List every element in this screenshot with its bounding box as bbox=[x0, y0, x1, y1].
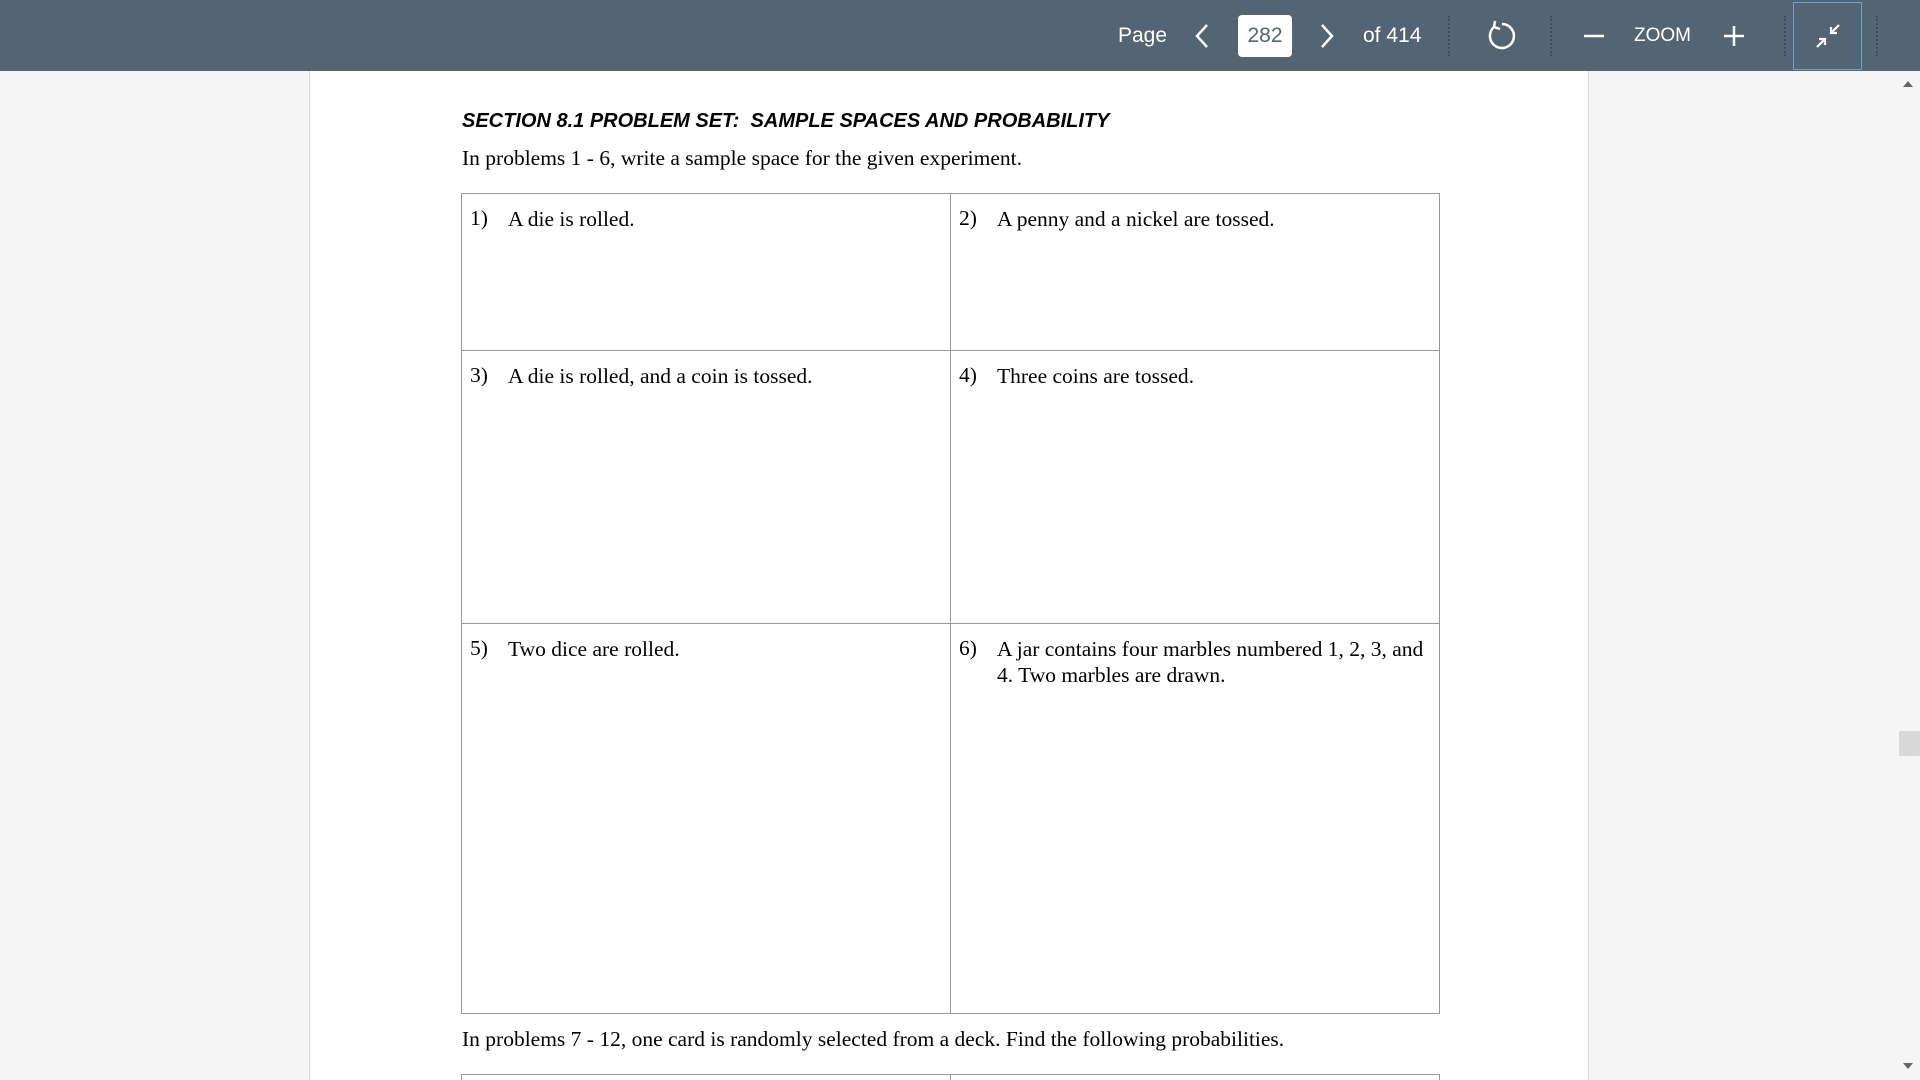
problems-table bbox=[461, 193, 1440, 1014]
next-problems-table bbox=[461, 1074, 1440, 1080]
problem-number: 2) bbox=[959, 206, 977, 230]
chevron-right-icon bbox=[1318, 22, 1336, 50]
zoom-out-button[interactable] bbox=[1578, 16, 1610, 56]
section-title: SECTION 8.1 PROBLEM SET: SAMPLE SPACES AND PROBABILITY bbox=[462, 110, 1110, 132]
pdf-page bbox=[309, 71, 1589, 1080]
toolbar-divider bbox=[1448, 16, 1450, 56]
toolbar-divider bbox=[1550, 16, 1552, 56]
toolbar-divider bbox=[1876, 16, 1878, 56]
refresh-button[interactable] bbox=[1482, 16, 1522, 56]
problem-number: 5) bbox=[470, 636, 488, 660]
vertical-scrollbar[interactable] bbox=[1895, 71, 1920, 1080]
exit-fullscreen-button[interactable] bbox=[1793, 2, 1862, 70]
instructions-text: In problems 1 - 6, write a sample space for the given experiment. bbox=[462, 146, 1023, 170]
problem-cell bbox=[462, 194, 951, 351]
minus-icon bbox=[1582, 24, 1606, 48]
collapse-icon bbox=[1813, 21, 1843, 51]
page-total: of 414 bbox=[1363, 24, 1422, 47]
problem-cell bbox=[951, 624, 1440, 1014]
plus-icon bbox=[1722, 24, 1746, 48]
problem-number: 1) bbox=[470, 206, 488, 230]
problem-cell bbox=[951, 194, 1440, 351]
page-label: Page bbox=[1118, 24, 1168, 47]
previous-page-button[interactable] bbox=[1188, 16, 1216, 56]
problem-number: 3) bbox=[470, 363, 488, 387]
problem-text: Three coins are tossed. bbox=[997, 364, 1195, 388]
refresh-icon bbox=[1485, 19, 1519, 53]
problem-text: A die is rolled. bbox=[508, 207, 635, 231]
problem-text: A penny and a nickel are tossed. bbox=[997, 207, 1275, 231]
problem-text: A die is rolled, and a coin is tossed. bbox=[508, 364, 813, 388]
problem-text: A jar contains four marbles numbered 1, 2, 3, and 4. Two marbles are drawn. bbox=[997, 637, 1424, 687]
toolbar-divider bbox=[1784, 16, 1786, 56]
zoom-in-button[interactable] bbox=[1718, 16, 1750, 56]
problem-number: 4) bbox=[959, 363, 977, 387]
document-viewer bbox=[0, 71, 1920, 1080]
scroll-up-arrow-icon[interactable] bbox=[1903, 81, 1913, 87]
scrollbar-thumb[interactable] bbox=[1899, 731, 1920, 756]
instructions-text: In problems 7 - 12, one card is randomly selected from a deck. Find the following probabilities. bbox=[462, 1027, 1285, 1051]
page-number-input[interactable] bbox=[1238, 15, 1292, 57]
problem-text: Two dice are rolled. bbox=[508, 637, 680, 661]
next-page-button[interactable] bbox=[1313, 16, 1341, 56]
viewer-toolbar bbox=[0, 0, 1920, 71]
scroll-down-arrow-icon[interactable] bbox=[1903, 1063, 1913, 1069]
problem-cell bbox=[951, 351, 1440, 624]
zoom-label: ZOOM bbox=[1634, 25, 1691, 46]
problem-number: 6) bbox=[959, 636, 977, 660]
problem-cell bbox=[462, 624, 951, 1014]
chevron-left-icon bbox=[1193, 22, 1211, 50]
problem-cell bbox=[462, 351, 951, 624]
